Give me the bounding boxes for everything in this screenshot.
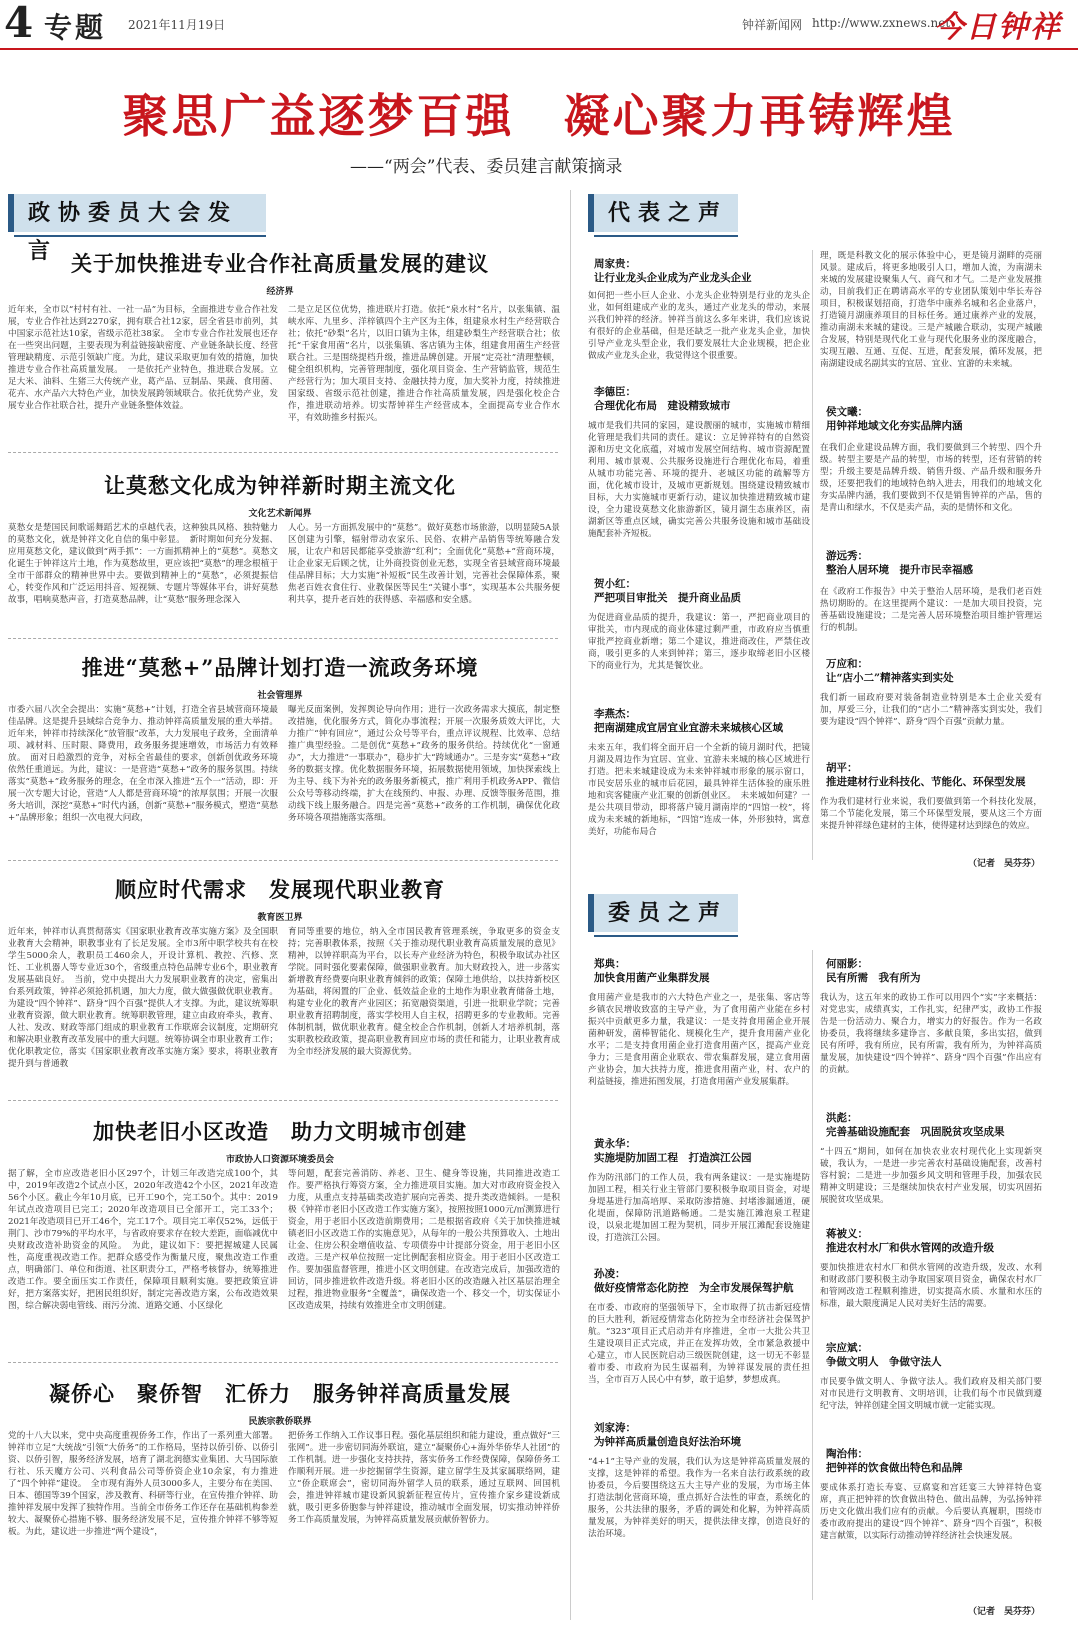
speaker-text: “十四五”期间，如何在加快农业农村现代化上实现新突破，我认为，一是进一步完善农村基础设施配套，改善村容村貌；二是进一步加强乡风文明和管理手段，加强农民精神文明建设；三是继续加快农村产业发展，切实巩固拓展脱贫攻坚成果。 <box>820 1147 1042 1205</box>
speaker-name: 周家贵： <box>594 258 636 270</box>
speaker-topic: 争做文明人 争做守法人 <box>826 1356 942 1368</box>
speaker-text: 理，既是科教文化的展示体验中心，更是镜月湖畔的亮丽风景。建成后，将更多地吸引人口，增加人流，为南湖未来城的发展建设聚集人气、商气和才气。二是产业发展推动，目前我们正在聘请高水平的专业团队策划中华长寿谷项目，积极谋划招商，打造华中康养名城和名企业落户，打造镜月湖康养项目的目标任务。通过康养产业的发展，推动南湖未来城的建设。三是产城融合联动，实现产城融合发展，特别是现代化工业与现代化服务业的深度融合，实现互融、互通、互促、互进，配套发展，循环发展，把南湖建设成名副其实的宜居、宜业、宜游的未来城。 <box>820 251 1042 369</box>
speaker-name: 宗应斌： <box>826 1342 868 1354</box>
article-text-col1: 据了解，全市应改造老旧小区297个，计划三年改造完成100个，其中，2019年改造2个试点小区，2020年改造42个小区，2021年改造56个小区。截止今年10月底，已开工90个，完工50个。其中：2019年试点改造项目已完工；2020年改造项目已全部开工，完工33个；2021年改造项目已开工46个，完工17个。项目完工率仅52%，远低于荆门、沙市79%的平均水平，与省政府要求存在较大差距，面临减优中央财政改造补助资金的风险。 为此，建议如下：要把握城建人民属性，高度重视改造工作。把群众感受作为衡量尺度，聚焦改造工作重点，明确部门、单位和街道、社区职责分工，严格考核督办，统筹推进改造工作。要全面压实工作责任，保障项目顺利实施。要把政策宣讲好，把方案落实好，把困民组织好，制定完善改造方案，公布改造效果图，综合解决弱电管线、雨污分流、道路交通、小区绿化 <box>8 1169 278 1311</box>
article-byline: 教育医卫界 <box>257 913 303 923</box>
section-name: 专题 <box>44 11 107 44</box>
speaker-topic: 用钟祥地域文化夯实品牌内涵 <box>826 420 963 432</box>
column-separator <box>570 190 571 1620</box>
speaker-text: 要成体系打造长寿宴、豆腐宴和宫廷宴三大钟祥特色宴席，真正把钟祥的饮食做出特色、做出品牌，为弘扬钟祥历史文化做出我们应有的贡献。今后要认真履职，围绕市委市政府提出的建设“四个钟祥”、跻身“四个百强”，积极建言献策，以实际行动推动钟祥经济社会快速发展。 <box>820 1483 1042 1541</box>
article-text-col2: 等问题，配套完善消防、养老、卫生、健身等设施，共同推进改造工作。要严格执行筹资方案，全力推进项目实施。加大对市政府资金投入力度，从重点支持基础类改造扩展向完善类、提升类改造倾斜。一是积极《钟祥市老旧小区改造工作实施方案》，按照按照1000元/㎡测算进行资金，用于老旧小区改造前期费用；二是根据省政府《关于加快推进城镇老旧小区改造工作的实施意见》，从每年的一般公共预算收入、土地出让金、住房公积金增值收益、专项债券中计提部分资金，用于老旧小区改造。三是产权单位按照一定比例配套相应资金。用于老旧小区改造工作。要加强监督管理，推进小区文明创建。在改造完成后，加强改造的回访，同步推进软件改造升级。将老旧小区的改造融入社区基层治理全过程，推进物业服务“全覆盖”，确保改造一个、移交一个，切实保证小区改造成果，持续有效推进全市文明创建。 <box>288 1169 560 1311</box>
article-byline: 民族宗教侨联界 <box>248 1417 312 1427</box>
issue-date: 2021年11月19日 <box>128 18 226 32</box>
article-title: 凝侨心 聚侨智 汇侨力 服务钟祥高质量发展 <box>49 1381 511 1406</box>
speaker-text: 作为我们建材行业来说，我们要做到第一个科技化发展，第二个节能化发展，第三个环保型发展，要从这三个方面来提升钟祥绿色建材的主体，使得建材达到绿色的效应。 <box>820 797 1042 831</box>
speaker-name: 万应和： <box>826 658 868 670</box>
article-text-col2: 育同等重要的地位，纳入全市国民教育管理系统，争取更多的资金支持；完善职教体系，按照《关于推动现代职业教育高质量发展的意见》精神，以钟祥职高为平台，以长寿产业经济为特色，积极争取试办社区学院。同时强化要素保障，做强职业教育。加大财政投入，进一步落实新增教育经费要向职业教育倾斜的政策；保障土地供给，以扶持新校区为基础，将闲置的厂企业、低效益企业的土地作为职业教育储备土地，构建专业化的教育产业园区；拓宽融资渠道，引进一批职业学院；完善职业教育招聘制度，落实学校用人自主权，招聘更多的专业教师。完善体制机制，做优职业教育。健全校企合作机制，创新人才培养机制，落实职教校政政策，提高职业教育回应市场的责任和能力，让职业教育成为全市经济发展的最大资源优势。 <box>288 927 560 1057</box>
speaker-topic: 严把项目审批关 提升商业品质 <box>594 592 741 604</box>
article-text-col2: 曝光反面案例，发挥舆论导向作用；进行一次政务需求大摸底，制定整改措施，优化服务方式，简化办事流程；开展一次服务质效大评比，大力推广“钟有回应”，通过公众号等平台，重点评议规程、比效率、总结推广典型经验。二是创优“莫愁+”政务的服务供给。持续优化“一窗通办”，大力推进“一事联办”，稳步扩大“跨域通办”。三是夯实“莫愁+”政务的数据支撑。优化数据服务环境，拓展数据使用领域，加快探索线上为主导、线下为补充的政务服务新模式，推广利用手机政务APP、微信公众号等移动终端，扩大在线预约、申报、办理、反馈等服务范围，推动线下线上服务融合。四是完善“莫愁+”政务的工作机制，确保优化政务环境各项措施落实落细。 <box>288 705 560 823</box>
article-text-col1: 党的十八大以来，党中央高度重视侨务工作，作出了一系列重大部署。钟祥市立足“大统战”引领“大侨务”的工作格局，坚持以侨引侨、以侨引资、以侨引智，服务经济发展，培育了湖北润德实业集团、大马国际旅行社、乐天魔方公司、兴利食品公司等侨资企业10余家，有力推进了“四个钟祥”建设。 全市现有海外人员3000多人，主要分布在美国、日本、德国等39个国家，涉及教育、科研等行业，在宣传推介钟祥、助推钟祥发展中发挥了独特作用。当前全市侨务工作还存在基础机构参差较大、凝聚侨心措施不够、服务经济发展不足，宣传推介钟祥不够等短板。为此，建议进一步推进“两个建设”， <box>8 1431 278 1537</box>
speaker-name: 李燕杰： <box>594 708 636 720</box>
speaker-topic: 整治人居环境 提升市民幸福感 <box>826 564 973 576</box>
site-url[interactable]: http://www.zxnews.net <box>812 16 951 30</box>
article-text-col2: 二是立足区位优势，推进联片打造。依托“泉水村”名片，以张集镇、温峡水库、九里乡、洋梓镇四个主产区为主体，组建泉水村生产经营联合社；依托“砂梨”名片，以旧口镇为主体，组建砂梨生产经营联合社；依托“千家食用菌”名片，以张集镇、客店镇为主体，组建食用菌生产经营联合社。三是围绕提档升级，推进品牌创建。开展“定亮社”清理整顿，健全组织机构，完善管理制度，强化项目资金、生产营销监管，规范生产经营行为；加大项目支持、金融扶持力度，加大奖补力度，持续推进国家级、省级示范社创建，推进合作社高质量发展，四是强化校企合作，推进联动培养。切实帮钟祥生产经营成本，全面提高专业合作水平，有效助推乡村振兴。 <box>288 305 560 423</box>
page-subheadline: ——“两会”代表、委员建言献策摘录 <box>350 157 623 177</box>
section-divider <box>8 638 558 639</box>
article-title: 让莫愁文化成为钟祥新时期主流文化 <box>104 473 456 498</box>
speaker-text: 在市委、市政府的坚强领导下，全市取得了抗击新冠疫情的巨大胜利，新冠疫情常态化防控为全市经济社会保驾护航。“323”项目正式启动并有序推进，全市一大批公共卫生建设项目正式完成，并正在发挥功效，全市紧急救援中心建立，市人民医院启动三级医院创建，这一切无不彰显着市委、市政府为民生谋福利，为钟祥谋发展的责任担当，全市百万人民心中有梦，敢于追梦，梦想成真。 <box>588 1303 810 1385</box>
section-divider <box>8 1362 558 1363</box>
speaker-name: 侯文曦： <box>826 406 868 418</box>
speaker-text: 如何把一些小巨人企业、小龙头企业特别是行业的龙头企业，如何组建成产业的龙头，通过产业龙头的带动，来展兴我们钟祥的经济。钟祥当前这么多年来讲，我们应该说有很好的企业基础，但是还缺乏一批产业龙头企业，加快引导产业龙头型企业，我们要发展壮大企业规模，把企业做成产业龙头企业，我觉得这个很重要。 <box>588 291 810 361</box>
article-text-col1: 莫愁女是楚国民间歌谣舞蹈艺术的卓越代表，这种独具风格、独特魅力的莫愁文化，就是钟祥文化自信的集中彰显。 新时期如何充分发掘、应用莫愁文化，建议做到“两手抓”：一方面抓精神上的“莫愁”。莫愁文化诞生于钟祥这片土地，作为莫愁故里，更应该把“莫愁”的理念根植于全市干部群众的精神世界中去。要做到精神上的“莫愁”，必须提振信心，转变作风和广泛运用抖音、短视频、专题片等媒体平台，讲好莫愁故事，唱响莫愁声音，打造莫愁品牌，让“莫愁”服务理念深入 <box>8 523 278 605</box>
speaker-text: 为促进商业品质的提升，我建议：第一，严把商业项目的审批关，市内现成的商业体建过剩严重，市政府应当慎重审批严控商业新增；第二个建议，推进商改住，严禁住改商，吸引更多的人来到钟祥；第三，逐步取缔老旧小区楼下的商业行为，尤其是餐饮业。 <box>588 613 810 671</box>
speaker-name: 胡平： <box>826 762 858 774</box>
speaker-text: 市民要争做文明人、争做守法人。我们政府及相关部门要对市民进行文明教育、文明培训，让我们每个市民做到遵纪守法，钟祥创建全国文明城市就一定能实现。 <box>820 1377 1042 1411</box>
speaker-name: 李德臣： <box>594 386 636 398</box>
article-text-col2: 把侨务工作纳入工作议事日程。强化基层组织和能力建设，重点做好“三张网”。进一步密切同海外联谊，建立“凝聚侨心+海外华侨华人社团”的工作机制。进一步强化支持扶持，落实侨务工作经费保障，保障侨务工作顺利开展。进一步挖掘留学生资源，建立留学生及其家属联络网，建立“侨企联席会”，密切同海外留学人员的联系，通过互联网、回国机会，推进钟祥城市建设新风貌新征程宣传片，宣传推介家乡建设新成就，吸引更多侨胞参与钟祥建设，推动城市全面发展，切实推动钟祥侨务工作高质量发展，为钟祥高质量发展贡献侨智侨力。 <box>288 1431 560 1525</box>
speaker-text: 作为防汛部门的工作人员，我有两条建议：一是实施堤防加固工程，相关行业主管部门要积极争取项目资金，对堤身堤基进行加高培厚、采取防渗措施、封堵渗漏通道，硬化堤面，保障防汛道路畅通。二是实施江滩泡泉工程建设，以泉北堤加固工程为契机，同步开展江滩配套设施建设，打造滨江公园。 <box>588 1173 810 1243</box>
speaker-topic: 加快食用菌产业集群发展 <box>594 972 710 984</box>
speaker-topic: 让行业龙头企业成为产业龙头企业 <box>594 272 752 284</box>
speaker-name: 游远秀： <box>826 550 868 562</box>
article-title: 加快老旧小区改造 助力文明城市创建 <box>93 1119 467 1144</box>
page-headline: 聚思广益逐梦百强 凝心聚力再铸辉煌 <box>122 89 956 143</box>
section-divider <box>8 1100 558 1101</box>
article-byline: 经济界 <box>266 287 294 297</box>
article-byline: 市政协人口资源环境委员会 <box>225 1155 334 1165</box>
speaker-name: 何丽影： <box>826 958 868 970</box>
article-text-col1: 市委六届八次全会提出：实施“莫愁+”计划，打造全省县域营商环境最佳品牌。这是提升县域综合竞争力、推动钟祥高质量发展的重大举措。近年来，钟祥市持续深化“放管服”改革，大力发展电子政务，全面清单项、减材料、压时限、降费用，政务服务提速增效，市场活力有效释放。 面对日趋激烈的竞争，对标全省最佳的要求，创新创优政务环境依然任重道远。为此，建议：一是营造“莫愁+”政务的服务氛围。持续落实“莫愁+”政务服务的理念，在全市深入推进“五个一”活动，即：开展一次专题大讨论，营造“人人都是营商环境”的浓厚氛围；开展一次服务大培训，深挖“莫愁+”时代内涵，创新“莫愁+”服务模式，塑造“莫愁+”品牌形象；组织一次电视大问政， <box>8 705 278 823</box>
speaker-topic: 合理优化布局 建设精致城市 <box>594 400 731 412</box>
speaker-text: 在《政府工作报告》中关于整治人居环境，是我们老百姓热切期盼的。在这里提两个建议：一是加大项目投资，完善基础设施建设；二是完善人居环境整治项目维护管理运行的机制。 <box>820 587 1042 633</box>
speaker-text: 我认为，这五年来的政协工作可以用四个“实”字来概括：对党忠实，成绩真实，工作扎实，纪律严实，政协工作报告是一份活动力、聚合力，增实力的好报告。作为一名政协委员，我将继续多建诤言、多献良策，多出实招，做到民有所呼，我有所应，民有所需，我有所为，为钟祥高质量发展，加快建设“四个钟祥”、跻身“四个百强”作出应有的贡献。 <box>820 993 1042 1075</box>
article-title: 关于加快推进专业合作社高质量发展的建议 <box>71 251 489 276</box>
speaker-topic: 把南湖建成宜居宜业宜游未来城核心区域 <box>594 722 783 734</box>
section-title-delegates: 代表之声 <box>588 194 738 232</box>
page-number: 4 <box>4 0 34 47</box>
column-separator <box>812 950 813 1600</box>
speaker-text: “4+1”主导产业的发展，我们认为这是钟祥高质量发展的支撑，这是钟祥的希望。我作为一名来自法行政系统的政协委员，今后要围绕这五大主导产业的发展，为市场主体打造法制化营商环境，重点抓好合法性的审查，系统化的服务，公共法律的服务，矛盾的调处和化解，为钟祥高质量发展，为钟祥美好的明天，提供法律支撑，创造良好的法治环境。 <box>588 1457 810 1539</box>
speaker-topic: 完善基础设施配套 巩固脱贫攻坚成果 <box>826 1126 1005 1138</box>
reporter-credit: （记者 吴芬芬） <box>968 859 1041 869</box>
speaker-topic: 民有所需 我有所为 <box>826 972 921 984</box>
section-title-cppcc: 政协委员大会发言 <box>8 194 266 232</box>
article-text-col1: 近年来，钟祥市认真贯彻落实《国家职业教育改革实施方案》及全国职业教育大会精神，职教事业有了长足发展。全市3所中职学校共有在校学生5000余人，教职员工460余人，开设计算机、教控、汽修、烹饪、工业机器人等专业近30个，省级重点特色品牌专业6个，职业教育发展基础良好。 当前，党中央提出大力发展职业教育的决定，密集出台系列政策，钟祥必须抢抓机遇，加大力度，做大做强做优职业教育。为建设“四个钟祥”、跻身“四个百强”提供人才支撑。为此，建议统筹职业教育资源，做大职业教育。统筹职教管理，建立由政府牵头，教育、人社、发改、财政等部门组成的职业教育工作联席会议制度，定期研究和解决职业教育改革发展中的重大问题。统筹协调全市职业教育工作；优化职教定位，落实《国家职业教育改革实施方案》要求，将职业教育提升到与普通教 <box>8 927 278 1069</box>
section-title-members: 委员之声 <box>588 894 738 932</box>
speaker-topic: 做好疫情常态化防控 为全市发展保驾护航 <box>594 1282 794 1294</box>
speaker-text: 食用菌产业是我市的六大特色产业之一，是张集、客店等乡镇农民增收致富的主导产业，为了食用菌产业能在乡村振兴中贡献更多力量，我建议：一是支持食用菌企业开展菌种研发，菌棒智能化、规模化生产，提升食用菌产业化水平；二是支持食用菌企业打造食用菌产区，提高产业竞争力；三是食用菌企业联农、带农集群发展，建立食用菌产业协会，加大扶持力度，推进食用菌产业，村、农户的利益链接，推进拓图发展，打造食用菌产业发展集群。 <box>588 993 810 1087</box>
speaker-name: 洪彪： <box>826 1112 858 1124</box>
site-name: 钟祥新闻网 <box>742 18 803 32</box>
article-byline: 文化艺术新闻界 <box>248 509 312 519</box>
speaker-name: 刘家涛： <box>594 1422 636 1434</box>
speaker-name: 郑典： <box>594 958 626 970</box>
reporter-credit: （记者 吴芬芬） <box>968 1607 1041 1617</box>
speaker-text: 在我们企业建设品牌方面，我们要做到三个转型、四个升级。转型主要是产品的转型，市场的转型，还有营销的转型；升级主要是品牌升级、销售升级、产品升级和服务升级，还要把我们的地域特色纳入进去，用我们的地域文化夯实品牌内涵，我们要做到不仅是销售钟祥的产品，售的是青山和绿水，不仅是卖产品，卖的是情怀和文化。 <box>820 443 1042 513</box>
speaker-name: 黄永华： <box>594 1138 636 1150</box>
newspaper-logo: 今日钟祥 <box>934 10 1062 45</box>
speaker-topic: 把钟祥的饮食做出特色和品牌 <box>826 1462 963 1474</box>
speaker-topic: 实施堤防加固工程 打造滨江公园 <box>594 1152 752 1164</box>
article-title: 推进“莫愁+”品牌计划打造一流政务环境 <box>81 655 479 680</box>
speaker-name: 蒋被义： <box>826 1228 868 1240</box>
speaker-text: 未来五年，我们将全面开启一个全新的镜月湖时代，把镜月湖及周边作为宜居、宜业、宜游未来城的核心区域进行打造。把未来城建设成为未来钟祥城市形象的展示窗口，市民安居乐业的城市后花园，最具钟祥生活体验的康乐胜地和宾客健康产业汇聚的创新创业区。 未来城如何建？一是公共项目带动，即将落户镜月湖南岸的“四馆一校”，将成为未来城的新地标，“四馆”连成一体，外形独特，寓意美好，功能布局合 <box>588 743 810 837</box>
section-divider <box>8 860 558 861</box>
speaker-name: 孙凌： <box>594 1268 626 1280</box>
section-divider <box>8 452 558 453</box>
speaker-topic: 推进建材行业科技化、节能化、环保型发展 <box>826 776 1026 788</box>
article-title: 顺应时代需求 发展现代职业教育 <box>115 877 445 902</box>
masthead <box>0 0 1078 50</box>
speaker-name: 贺小红： <box>594 578 636 590</box>
article-text-col2: 人心。另一方面抓发展中的“莫愁”。做好莫愁市场旅游，以明显陵5A景区创建为引擎，辐射带动农家乐、民俗、农耕产品销售等统筹融合发展，让农户和居民都能享受旅游“红利”；全面优化“莫愁+”营商环境，让企业家无后顾之忧，让外商投资创业无愁，实现全省县域营商环境最佳品牌目标；大力实施“补短板”民生改善计划，完善社会保障体系，聚焦老百姓衣食住行、业教保医等民生“关键小事”，实现基本公共服务便利共享，提升老百姓的获得感、幸福感和安全感。 <box>288 523 560 605</box>
speaker-name: 陶治伟： <box>826 1448 868 1460</box>
article-text-col1: 近年来，全市以“村村有社、一社一品”为目标，全面推进专业合作社发展，专业合作社达到2270家，拥有联合社12家，居全省县市前列，其中国家示范社达10家，省级示范社38家。 全市专业合作社发展也还存在一些突出问题，主要表现为利益链接缺密度、产业链条缺长度、经营管理缺精度、示范引领缺广度。为此，建议采取更加有效的措施，加快推进专业合作社高质量发展。 一是依托产业特色，推进联合发展。立足大米、油料、生猪三大传统产业，葛产品、豆制品、果蔬、食用菌、花卉、水产品六大特色产业，加快发展跨领域联合。依托优势产业，发展专业合作社联合社，提升产业链条整体效益。 <box>8 305 278 411</box>
speaker-text: 我们新一届政府要对装备制造业特别是本土企业关爱有加，厚爱三分，让我们的“店小二”精神落实到实处，我们要为建设“四个钟祥”、跻身“四个百强”贡献力量。 <box>820 693 1042 727</box>
speaker-text: 城市是我们共同的家园，建设靓丽的城市，实施城市精细化管理是我们共同的责任。建议：立足钟祥特有的自然资源和历史文化底蕴，对城市发展空间结构、城市资源配置利用、城市景观、公共服务设施进行合理优化布局，着重从城市功能完善、环境的提升、老城区功能的疏解等方面，优化城市设计，及城市更新规划。围绕建设精致城市目标，大力实施城市更新行动，建议加快推进精致城市建设，全力建设莫愁文化旅游新区，镜月湖生态康养区，南湖新区等重点区域，确实完善公共服务设施和城市基础设施配套补齐短板。 <box>588 421 810 539</box>
article-byline: 社会管理界 <box>257 691 303 701</box>
speaker-text: 要加快推进农村水厂和供水管网的改造升级，发改、水利和财政部门要积极主动争取国家项目资金，确保农村水厂和管网改造工程顺利推进，切实提高水质、水量和水压的标准，最大限度满足人民对美好生活的需要。 <box>820 1263 1042 1309</box>
column-separator <box>812 250 813 860</box>
speaker-topic: 让“店小二”精神落实到实处 <box>826 672 954 684</box>
speaker-topic: 为钟祥高质量创造良好法治环境 <box>594 1436 741 1448</box>
speaker-topic: 推进农村水厂和供水管网的改造升级 <box>826 1242 994 1254</box>
